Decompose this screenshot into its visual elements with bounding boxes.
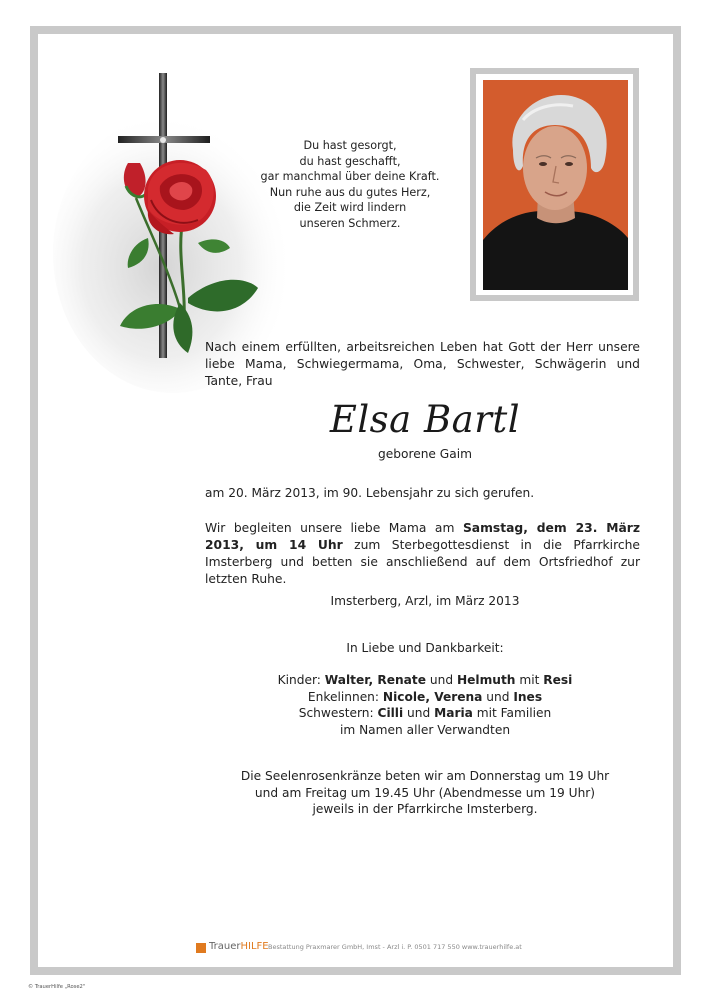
mourners-sisters [200, 705, 650, 722]
funeral-text [205, 520, 640, 588]
funeral-text-part2: zum Sterbegottesdienst in die Pfarrkirche Imsterberg und betten sie anschließend auf dem Ortsfriedhof zur letzten Ruhe. [205, 538, 640, 586]
label-children: Kinder: [277, 673, 325, 687]
name-children-1: Walter, Renate [324, 673, 426, 687]
brand-name [209, 941, 269, 952]
mourners-list [200, 672, 650, 738]
name-sisters-1: Cilli [377, 706, 404, 720]
funeral-text-part1: Wir begleiten unsere liebe Mama am [205, 521, 463, 535]
poem-line: Du hast gesorgt, [303, 139, 397, 152]
rosary-line: Die Seelenrosenkränze beten wir am Donnerstag um 19 Uhr [240, 769, 610, 783]
intro-text: Nach einem erfüllten, arbeitsreichen Leben hat Gott der Herr unsere liebe Mama, Schwiegermama, Oma, Schwester, Schwägerin und Tante, Frau [205, 340, 640, 388]
connector: und [482, 689, 514, 704]
poem [255, 138, 445, 231]
sisters-suffix: mit Familien [472, 706, 552, 720]
mourners-children [200, 672, 650, 689]
trauerhilfe-logo-icon [196, 943, 206, 953]
rosary-info [200, 768, 650, 818]
name-children-3: Resi [543, 673, 573, 687]
thanks-line: In Liebe und Dankbarkeit: [346, 641, 504, 655]
death-note: am 20. März 2013, im 90. Lebensjahr zu sich gerufen. [205, 486, 535, 500]
rosary-line: und am Freitag um 19.45 Uhr (Abendmesse um 19 Uhr) [254, 785, 596, 800]
connector: und [403, 706, 435, 720]
name-grandchildren-1: Nicole, Verena [382, 689, 483, 704]
deceased-name: Elsa Bartl [329, 398, 521, 441]
label-grandchildren: Enkelinnen: [307, 689, 383, 704]
maiden-name: geborene Gaim [378, 447, 472, 461]
footer [190, 940, 570, 956]
name-sisters-2: Maria [434, 706, 473, 720]
connector: und [426, 673, 457, 687]
name-grandchildren-2: Ines [513, 689, 543, 704]
poem-line: Nun ruhe aus du gutes Herz, [269, 185, 431, 199]
mourners-grandchildren [200, 689, 650, 706]
brand-part-b: HILFE [240, 941, 269, 952]
poem-line: die Zeit wird lindern [293, 201, 407, 214]
poem-line: unseren Schmerz. [299, 216, 401, 230]
rosary-line: jeweils in der Pfarrkirche Imsterberg. [312, 802, 538, 816]
name-children-2: Helmuth [456, 673, 516, 687]
footer-info: Bestattung Praxmarer GmbH, Imst - Arzl i. P. 0501 717 550 www.trauerhilfe.at [268, 943, 522, 951]
copyright-note: © TrauerHilfe „Rose2" [28, 984, 86, 990]
funeral-date: Samstag, dem 23. März 2013, um 14 Uhr [205, 521, 640, 552]
place-date: Imsterberg, Arzl, im März 2013 [330, 594, 520, 608]
brand-part-a: Trauer [209, 941, 241, 952]
poem-line: du hast geschafft, [299, 154, 401, 168]
poem-line: gar manchmal über deine Kraft. [260, 170, 440, 183]
portrait-photo [483, 80, 628, 290]
label-sisters: Schwestern: [298, 706, 378, 720]
connector: mit [515, 673, 544, 687]
mourners-all: im Namen aller Verwandten [339, 722, 511, 737]
